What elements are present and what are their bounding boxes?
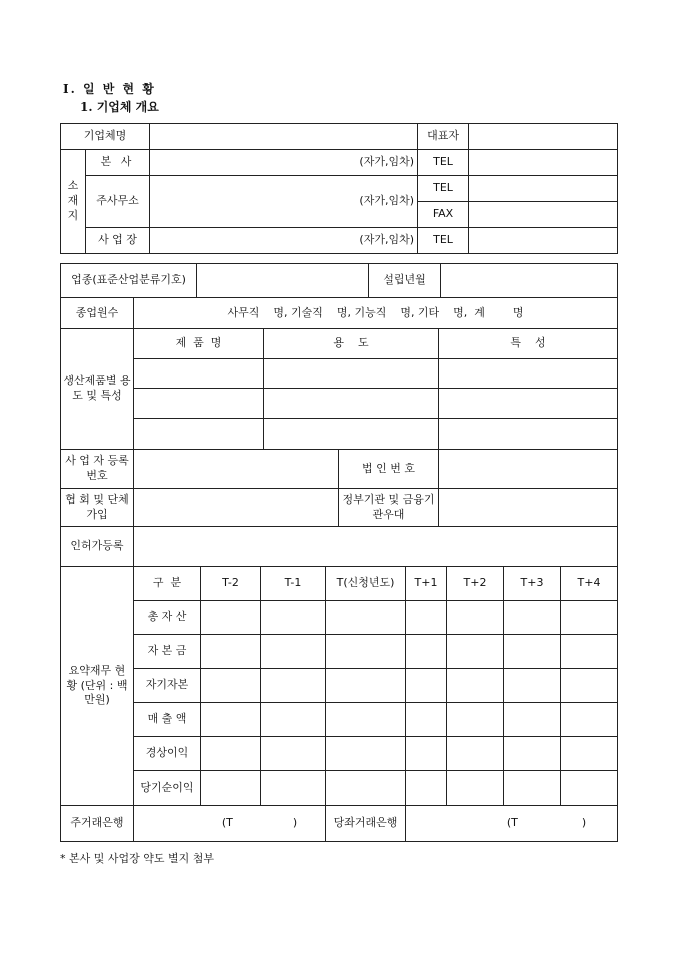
checking-bank-value[interactable] — [406, 806, 618, 842]
finance-cell[interactable] — [201, 703, 261, 737]
product-cell[interactable] — [134, 389, 264, 419]
product-cell[interactable] — [439, 389, 618, 419]
finance-row-label: 자 본 금 — [134, 635, 201, 669]
industry-table — [60, 263, 618, 298]
product-cell[interactable] — [264, 389, 439, 419]
business-number-label: 사 업 자 등록번호 — [61, 450, 134, 489]
finance-row-label: 매 출 액 — [134, 703, 201, 737]
finance-row-label: 총 자 산 — [134, 601, 201, 635]
finance-cell[interactable] — [201, 601, 261, 635]
finance-cell[interactable] — [261, 669, 326, 703]
finance-table — [60, 566, 618, 806]
attachment-note: * 본사 및 사업장 약도 별지 첨부 — [60, 852, 214, 865]
finance-row-label: 경상이익 — [134, 737, 201, 771]
finance-cell[interactable] — [504, 635, 561, 669]
location-label: 소재지 — [61, 150, 86, 254]
finance-cell[interactable] — [261, 771, 326, 806]
finance-row-label: 자기자본 — [134, 669, 201, 703]
finance-cell[interactable] — [201, 737, 261, 771]
finance-cell[interactable] — [261, 737, 326, 771]
main-office-fax-label: FAX — [418, 202, 469, 228]
finance-header-category: 구 분 — [134, 567, 201, 601]
finance-cell[interactable] — [261, 635, 326, 669]
main-office-fax-value[interactable] — [469, 202, 618, 228]
main-office-tel-label: TEL — [418, 176, 469, 202]
finance-cell[interactable] — [561, 669, 618, 703]
products-table — [60, 328, 618, 450]
main-office-ownership[interactable]: (자가,임차) — [150, 176, 418, 228]
finance-header-t: T(신청년도) — [326, 567, 406, 601]
checking-bank-tel-mark: (T — [506, 816, 518, 830]
employees-label: 종업원수 — [61, 298, 134, 329]
main-bank-value[interactable] — [134, 806, 326, 842]
finance-cell[interactable] — [406, 737, 447, 771]
checking-bank-close: ) — [581, 816, 587, 830]
industry-value[interactable] — [197, 264, 369, 298]
finance-cell[interactable] — [201, 771, 261, 806]
finance-cell[interactable] — [406, 703, 447, 737]
finance-cell[interactable] — [504, 669, 561, 703]
finance-cell[interactable] — [261, 601, 326, 635]
finance-cell[interactable] — [561, 737, 618, 771]
finance-header-t+1: T+1 — [406, 567, 447, 601]
corporate-number-value[interactable] — [439, 450, 618, 489]
product-use-header: 용 도 — [264, 329, 439, 359]
company-name-value[interactable] — [150, 124, 418, 150]
finance-cell[interactable] — [561, 703, 618, 737]
finance-cell[interactable] — [326, 703, 406, 737]
finance-cell[interactable] — [447, 635, 504, 669]
finance-cell[interactable] — [561, 601, 618, 635]
finance-cell[interactable] — [561, 635, 618, 669]
finance-cell[interactable] — [201, 669, 261, 703]
founded-value[interactable] — [441, 264, 618, 298]
section-heading: Ⅰ. 일 반 현 황 — [63, 82, 156, 96]
government-preference-label: 정부기관 및 금융기관우대 — [339, 489, 439, 527]
product-name-header: 제 품 명 — [134, 329, 264, 359]
main-office-tel-value[interactable] — [469, 176, 618, 202]
finance-cell[interactable] — [201, 635, 261, 669]
headquarters-label: 본 사 — [86, 150, 150, 176]
finance-cell[interactable] — [406, 669, 447, 703]
product-cell[interactable] — [264, 359, 439, 389]
finance-cell[interactable] — [261, 703, 326, 737]
finance-cell[interactable] — [447, 601, 504, 635]
product-cell[interactable] — [439, 359, 618, 389]
finance-header-t+4: T+4 — [561, 567, 618, 601]
finance-cell[interactable] — [326, 771, 406, 806]
product-cell[interactable] — [134, 359, 264, 389]
employees-breakdown[interactable]: 사무직 명, 기술직 명, 기능직 명, 기타 명, 계 명 — [134, 298, 618, 329]
finance-cell[interactable] — [504, 771, 561, 806]
representative-label: 대표자 — [418, 124, 469, 150]
main-bank-tel-mark: (T — [221, 816, 233, 830]
finance-header-t-2: T-2 — [201, 567, 261, 601]
employees-table — [60, 297, 618, 329]
finance-cell[interactable] — [504, 601, 561, 635]
license-value[interactable] — [134, 527, 618, 567]
products-label: 생산제품별 용도 및 특성 — [61, 329, 134, 450]
finance-cell[interactable] — [326, 635, 406, 669]
finance-cell[interactable] — [561, 771, 618, 806]
headquarters-ownership[interactable]: (자가,임차) — [150, 150, 418, 176]
association-value[interactable] — [134, 489, 339, 527]
finance-cell[interactable] — [326, 669, 406, 703]
finance-header-t+3: T+3 — [504, 567, 561, 601]
business-site-tel-value[interactable] — [469, 228, 618, 254]
bank-table — [60, 805, 618, 842]
product-cell[interactable] — [439, 419, 618, 450]
finance-header-t+2: T+2 — [447, 567, 504, 601]
finance-cell[interactable] — [447, 771, 504, 806]
finance-cell[interactable] — [504, 737, 561, 771]
government-preference-value[interactable] — [439, 489, 618, 527]
association-label: 협 회 및 단체가입 — [61, 489, 134, 527]
finance-cell[interactable] — [504, 703, 561, 737]
finance-cell[interactable] — [326, 737, 406, 771]
license-label: 인허가등록 — [61, 527, 134, 567]
finance-row-label: 당기순이익 — [134, 771, 201, 806]
product-cell[interactable] — [264, 419, 439, 450]
finance-cell[interactable] — [447, 737, 504, 771]
headquarters-tel-value[interactable] — [469, 150, 618, 176]
finance-cell[interactable] — [406, 771, 447, 806]
main-office-label: 주사무소 — [86, 176, 150, 228]
business-number-value[interactable] — [134, 450, 339, 489]
registration-table — [60, 449, 618, 567]
corporate-number-label: 법 인 번 호 — [339, 450, 439, 489]
product-feature-header: 특 성 — [439, 329, 618, 359]
finance-header-t-1: T-1 — [261, 567, 326, 601]
headquarters-tel-label: TEL — [418, 150, 469, 176]
business-site-ownership[interactable]: (자가,임차) — [150, 228, 418, 254]
finance-cell[interactable] — [447, 669, 504, 703]
main-bank-label: 주거래은행 — [61, 806, 134, 842]
business-site-tel-label: TEL — [418, 228, 469, 254]
founded-label: 설립년월 — [369, 264, 441, 298]
company-name-label: 기업체명 — [61, 124, 150, 150]
finance-label: 요약재무 현 황 (단위 : 백만원) — [61, 567, 134, 806]
finance-cell[interactable] — [447, 703, 504, 737]
finance-cell[interactable] — [406, 635, 447, 669]
main-bank-close: ) — [292, 816, 298, 830]
subsection-heading: 1. 기업체 개요 — [80, 100, 159, 114]
finance-cell[interactable] — [406, 601, 447, 635]
business-site-label: 사 업 장 — [86, 228, 150, 254]
product-cell[interactable] — [134, 419, 264, 450]
finance-cell[interactable] — [326, 601, 406, 635]
industry-label: 업종(표준산업분류기호) — [61, 264, 197, 298]
representative-value[interactable] — [469, 124, 618, 150]
company-table — [60, 123, 618, 254]
checking-bank-label: 당좌거래은행 — [326, 806, 406, 842]
